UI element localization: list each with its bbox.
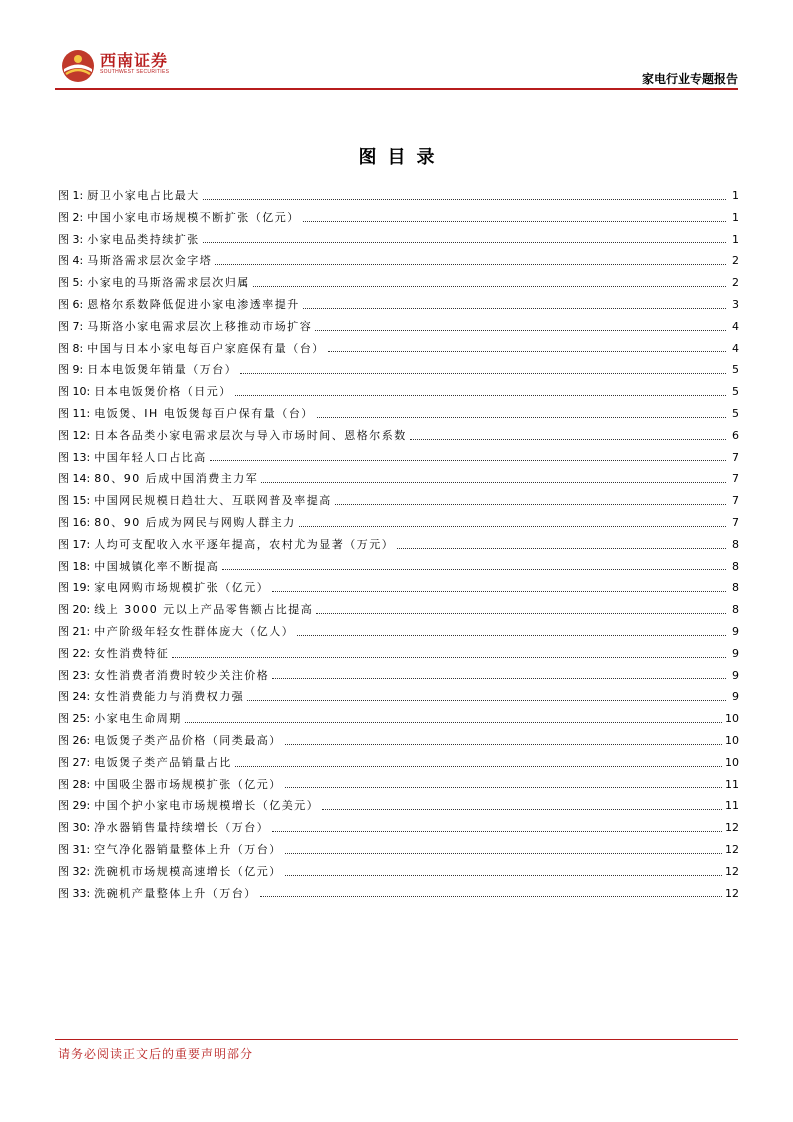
toc-entry-page: 5 xyxy=(732,406,739,420)
toc-entry-page: 11 xyxy=(725,799,739,813)
toc-entry-number: 图 30: xyxy=(58,821,91,835)
toc-entry-page: 2 xyxy=(732,254,739,268)
toc-entry-number: 图 32: xyxy=(58,864,91,878)
toc-entry-page: 3 xyxy=(732,297,739,311)
toc-entry-number: 图 3: xyxy=(58,232,84,246)
toc-leader-dots xyxy=(317,416,726,418)
toc-entry-title: 中产阶级年轻女性群体庞大（亿人） xyxy=(94,624,295,638)
toc-leader-dots xyxy=(285,786,722,788)
toc-entry-title: 日本各品类小家电需求层次与导入市场时间、恩格尔系数 xyxy=(94,428,407,442)
toc-entry-page: 12 xyxy=(725,821,739,835)
toc-entry-page: 1 xyxy=(732,210,739,224)
toc-entry-page: 1 xyxy=(732,232,739,246)
toc-entry-number: 图 8: xyxy=(58,341,84,355)
toc-leader-dots xyxy=(303,307,726,309)
toc-entry-number: 图 21: xyxy=(58,624,91,638)
toc-entry-title: 小家电的马斯洛需求层次归属 xyxy=(87,276,250,290)
toc-entry-page: 12 xyxy=(725,864,739,878)
toc-entry[interactable] xyxy=(58,577,739,599)
toc-entry[interactable] xyxy=(58,207,739,229)
toc-leader-dots xyxy=(172,656,726,658)
toc-leader-dots xyxy=(203,198,726,200)
toc-entry-title: 中国网民规模日趋壮大、互联网普及率提高 xyxy=(94,494,332,508)
toc-entry[interactable] xyxy=(58,250,739,272)
toc-title: 图目录 xyxy=(358,147,446,168)
toc-entry-page: 5 xyxy=(732,385,739,399)
toc-entry[interactable] xyxy=(58,229,739,251)
toc-entry-page: 10 xyxy=(725,733,739,747)
toc-leader-dots xyxy=(297,634,726,636)
toc-entry[interactable] xyxy=(58,185,739,207)
toc-entry-number: 图 12: xyxy=(58,428,91,442)
toc-entry-title: 人均可支配收入水平逐年提高，农村尤为显著（万元） xyxy=(94,537,395,551)
toc-entry-title: 厨卫小家电占比最大 xyxy=(87,189,200,202)
toc-entry-title: 电饭煲子类产品销量占比 xyxy=(94,755,232,769)
toc-entry-number: 图 27: xyxy=(58,755,91,769)
toc-leader-dots xyxy=(260,895,722,897)
toc-entry-number: 图 22: xyxy=(58,646,91,660)
toc-entry-number: 图 2: xyxy=(58,210,84,224)
footer-disclaimer: 请务必阅读正文后的重要声明部分 xyxy=(58,1047,254,1061)
toc-entry-page: 8 xyxy=(732,603,739,617)
toc-entry-page: 11 xyxy=(725,777,739,791)
toc-leader-dots xyxy=(285,874,722,876)
toc-leader-dots xyxy=(285,852,722,854)
toc-leader-dots xyxy=(322,808,722,810)
toc-entry-title: 净水器销售量持续增长（万台） xyxy=(94,821,270,835)
toc-entry-title: 女性消费能力与消费权力强 xyxy=(94,690,245,704)
brand-name-en: SOUTHWEST SECURITIES xyxy=(100,69,170,75)
toc-entry-title: 日本电饭煲价格（日元） xyxy=(94,385,232,399)
toc-entry-number: 图 14: xyxy=(58,472,91,486)
toc-entry-number: 图 23: xyxy=(58,668,91,682)
toc-entry-title: 中国年轻人口占比高 xyxy=(94,450,207,464)
brand-name-cn: 西南证券 xyxy=(100,51,169,70)
toc-entry[interactable] xyxy=(58,730,739,752)
toc-entry-page: 9 xyxy=(732,646,739,660)
toc-leader-dots xyxy=(410,438,726,440)
toc-entry-number: 图 4: xyxy=(58,254,84,268)
toc-entry[interactable] xyxy=(58,883,739,905)
toc-entry-title: 80、90 后成中国消费主力军 xyxy=(94,472,259,486)
toc-entry-number: 图 28: xyxy=(58,777,91,791)
toc-leader-dots xyxy=(210,459,726,461)
toc-entry-page: 9 xyxy=(732,668,739,682)
toc-entry-title: 马斯洛需求层次金字塔 xyxy=(87,254,213,268)
toc-entry-page: 10 xyxy=(725,755,739,769)
toc-entry[interactable] xyxy=(58,447,739,469)
toc-leader-dots xyxy=(215,263,726,265)
toc-entry-number: 图 24: xyxy=(58,690,91,704)
toc-entry-title: 女性消费特征 xyxy=(94,646,170,660)
toc-leader-dots xyxy=(303,220,726,222)
toc-entry-page: 7 xyxy=(732,450,739,464)
toc-entry-number: 图 1: xyxy=(58,189,84,202)
toc-entry-number: 图 26: xyxy=(58,733,91,747)
toc-entry-title: 中国个护小家电市场规模增长（亿美元） xyxy=(94,799,320,813)
toc-leader-dots xyxy=(272,590,726,592)
toc-entry[interactable] xyxy=(58,381,739,403)
toc-leader-dots xyxy=(261,481,726,483)
toc-entry-title: 中国城镇化率不断提高 xyxy=(94,559,220,573)
toc-leader-dots xyxy=(328,350,726,352)
toc-entry-number: 图 9: xyxy=(58,363,84,377)
toc-leader-dots xyxy=(247,699,726,701)
toc-entry[interactable] xyxy=(58,338,739,360)
toc-entry[interactable] xyxy=(58,643,739,665)
toc-entry-page: 12 xyxy=(725,886,739,900)
toc-entry[interactable] xyxy=(58,861,739,883)
toc-leader-dots xyxy=(222,568,726,570)
toc-leader-dots xyxy=(235,394,726,396)
toc-entry[interactable] xyxy=(58,272,739,294)
toc-entry-title: 电饭煲子类产品价格（同类最高） xyxy=(94,733,282,747)
toc-entry-number: 图 17: xyxy=(58,537,91,551)
toc-entry-number: 图 13: xyxy=(58,450,91,464)
toc-leader-dots xyxy=(299,525,726,527)
toc-leader-dots xyxy=(240,372,726,374)
toc-leader-dots xyxy=(272,830,722,832)
toc-entry-page: 7 xyxy=(732,515,739,529)
toc-entry-page: 8 xyxy=(732,537,739,551)
toc-entry[interactable] xyxy=(58,403,739,425)
toc-entry-page: 9 xyxy=(732,690,739,704)
toc-entry-number: 图 11: xyxy=(58,406,91,420)
toc-entry-title: 线上 3000 元以上产品零售额占比提高 xyxy=(94,603,314,617)
toc-entry[interactable] xyxy=(58,708,739,730)
toc-entry-page: 6 xyxy=(732,428,739,442)
toc-entry-page: 8 xyxy=(732,581,739,595)
toc-entry-number: 图 25: xyxy=(58,712,91,726)
toc-entry[interactable] xyxy=(58,534,739,556)
toc-entry-title: 小家电生命周期 xyxy=(94,712,182,726)
toc-entry[interactable] xyxy=(58,490,739,512)
toc-entry-number: 图 20: xyxy=(58,603,91,617)
toc-entry[interactable] xyxy=(58,665,739,687)
toc-entry-number: 图 6: xyxy=(58,297,84,311)
toc-entry-number: 图 7: xyxy=(58,319,84,333)
toc-leader-dots xyxy=(203,241,726,243)
toc-entry-page: 10 xyxy=(725,712,739,726)
toc-entry[interactable] xyxy=(58,599,739,621)
toc-entry-title: 中国小家电市场规模不断扩张（亿元） xyxy=(87,210,300,224)
toc-entry-number: 图 33: xyxy=(58,886,91,900)
toc-leader-dots xyxy=(253,285,726,287)
toc-leader-dots xyxy=(272,677,726,679)
toc-entry-number: 图 29: xyxy=(58,799,91,813)
toc-leader-dots xyxy=(235,765,722,767)
toc-entry-page: 4 xyxy=(732,319,739,333)
toc-entry-page: 4 xyxy=(732,341,739,355)
toc-entry-page: 8 xyxy=(732,559,739,573)
toc-entry-page: 7 xyxy=(732,494,739,508)
toc-entry[interactable] xyxy=(58,512,739,534)
toc-entry-number: 图 18: xyxy=(58,559,91,573)
toc-entry-number: 图 10: xyxy=(58,385,91,399)
footer-divider xyxy=(55,1039,738,1040)
toc-entry-title: 日本电饭煲年销量（万台） xyxy=(87,363,238,377)
brand-emblem-icon xyxy=(60,48,96,84)
toc-entry-title: 洗碗机市场规模高速增长（亿元） xyxy=(94,864,282,878)
header-divider xyxy=(55,88,738,90)
toc-entry[interactable] xyxy=(58,294,739,316)
toc-entry-page: 5 xyxy=(732,363,739,377)
toc-entry-title: 家电网购市场规模扩张（亿元） xyxy=(94,581,270,595)
toc-entry-page: 9 xyxy=(732,624,739,638)
toc-entry-number: 图 5: xyxy=(58,276,84,290)
toc-leader-dots xyxy=(315,329,726,331)
toc-entry[interactable] xyxy=(58,774,739,796)
toc-entry-number: 图 31: xyxy=(58,842,91,856)
toc-leader-dots xyxy=(185,721,722,723)
toc-entry[interactable] xyxy=(58,795,739,817)
toc-entry[interactable] xyxy=(58,817,739,839)
toc-entry-title: 80、90 后成为网民与网购人群主力 xyxy=(94,515,296,529)
toc-entry-page: 2 xyxy=(732,276,739,290)
toc-entry-page: 12 xyxy=(725,842,739,856)
toc-entry-title: 空气净化器销量整体上升（万台） xyxy=(94,842,282,856)
toc-entry-number: 图 16: xyxy=(58,515,91,529)
toc-leader-dots xyxy=(316,612,726,614)
toc-entry-title: 中国吸尘器市场规模扩张（亿元） xyxy=(94,777,282,791)
toc-entry[interactable] xyxy=(58,752,739,774)
toc-entry-title: 中国与日本小家电每百户家庭保有量（台） xyxy=(87,341,325,355)
toc-leader-dots xyxy=(397,547,726,549)
toc-entry-page: 1 xyxy=(732,189,739,202)
toc-entry[interactable] xyxy=(58,468,739,490)
toc-entry-number: 图 19: xyxy=(58,581,91,595)
toc-entry-title: 女性消费者消费时较少关注价格 xyxy=(94,668,270,682)
toc-entry-title: 马斯洛小家电需求层次上移推动市场扩容 xyxy=(87,319,313,333)
toc-entry[interactable] xyxy=(58,425,739,447)
toc-entry[interactable] xyxy=(58,556,739,578)
toc-list xyxy=(58,185,739,904)
toc-entry-title: 恩格尔系数降低促进小家电渗透率提升 xyxy=(87,297,300,311)
toc-entry[interactable] xyxy=(58,359,739,381)
toc-entry-number: 图 15: xyxy=(58,494,91,508)
toc-leader-dots xyxy=(335,503,726,505)
toc-entry[interactable] xyxy=(58,686,739,708)
report-type-label: 家电行业专题报告 xyxy=(641,72,738,86)
toc-entry-page: 7 xyxy=(732,472,739,486)
toc-entry-title: 洗碗机产量整体上升（万台） xyxy=(94,886,257,900)
toc-entry[interactable] xyxy=(58,839,739,861)
toc-leader-dots xyxy=(285,743,722,745)
toc-entry-title: 小家电品类持续扩张 xyxy=(87,232,200,246)
toc-entry[interactable] xyxy=(58,621,739,643)
toc-entry[interactable] xyxy=(58,316,739,338)
toc-entry-title: 电饭煲、IH 电饭煲每百户保有量（台） xyxy=(94,406,314,420)
